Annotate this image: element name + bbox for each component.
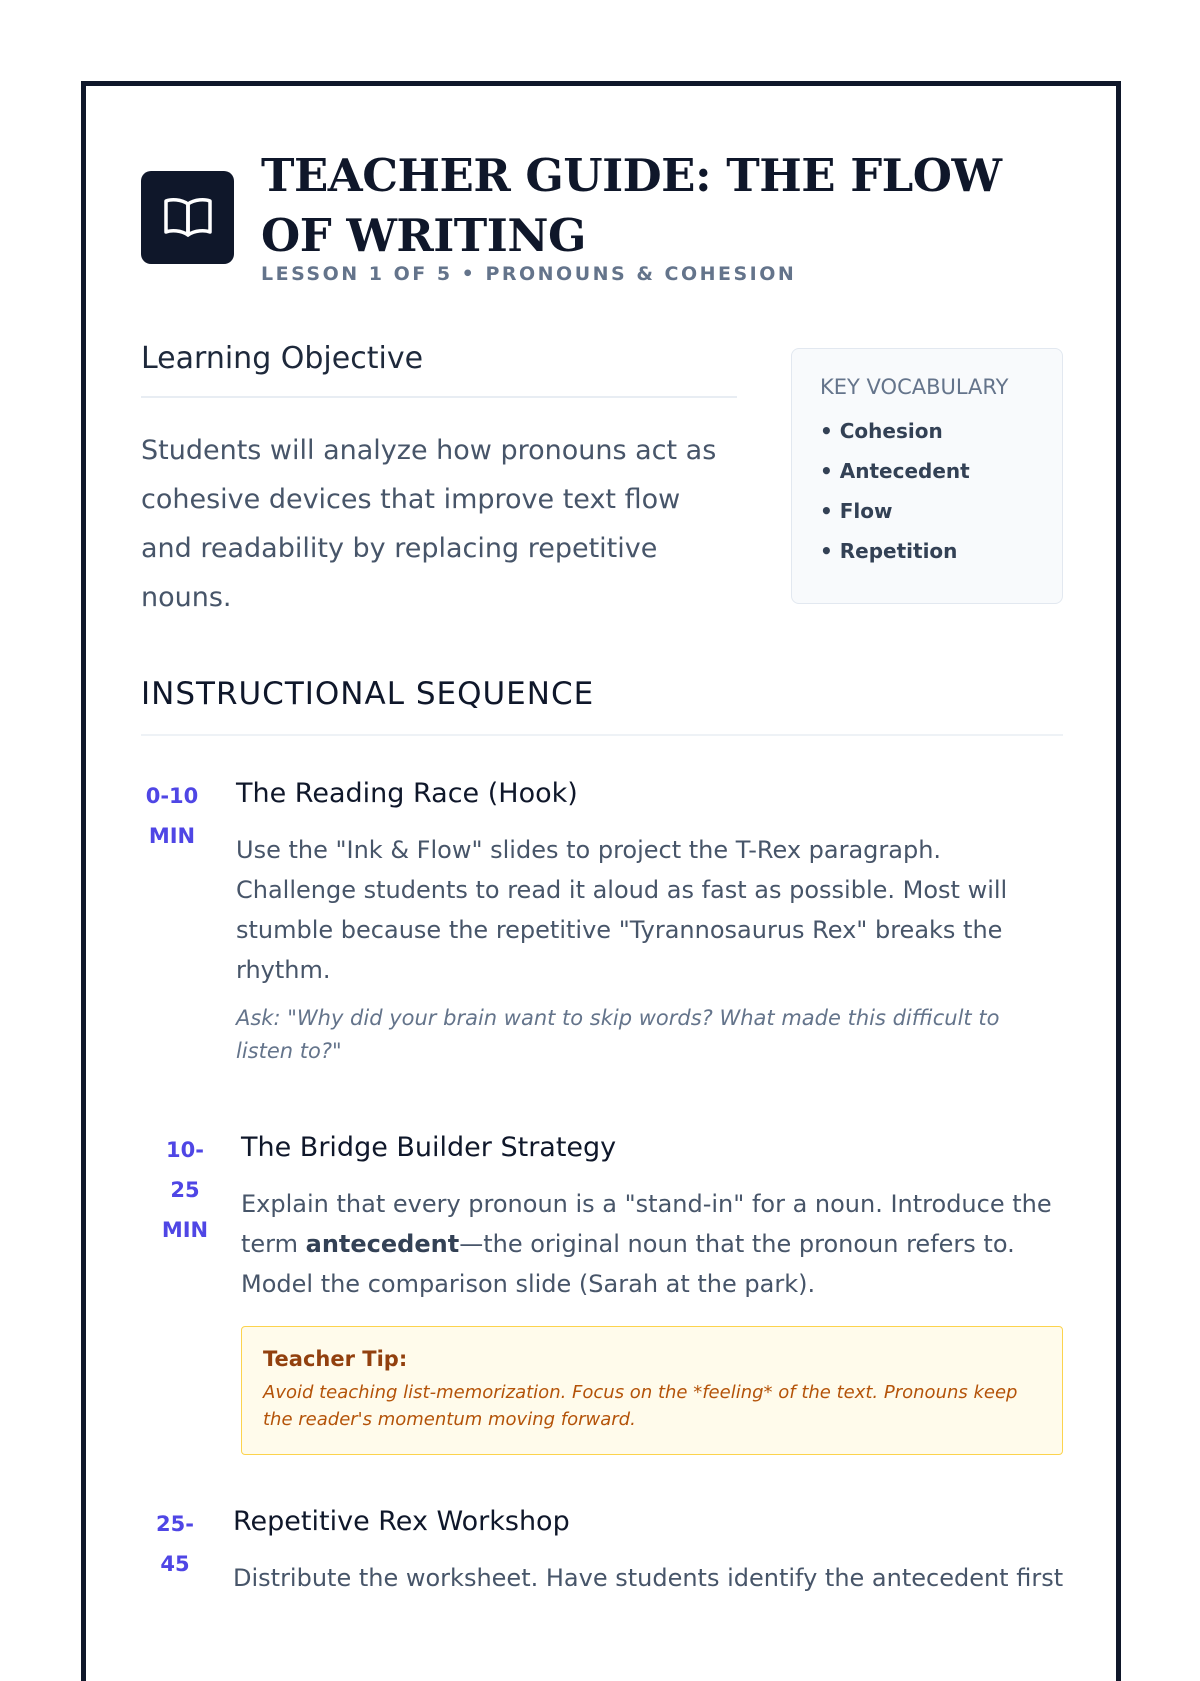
step-question: Ask: "Why did your brain want to skip words? What made this difficult to listen to?": [236, 1006, 1000, 1063]
tip-text: Avoid teaching list-memorization. Focus on the *feeling* of the text. Pronouns keep the reader's momentum moving forward.: [263, 1382, 1018, 1430]
teacher-tip-box: [241, 1326, 1063, 1455]
step-body: [241, 1130, 1063, 1455]
step-time: 0-10 MIN: [145, 784, 199, 848]
page-title: TEACHER GUIDE: THE FLOW OF WRITING: [261, 149, 1002, 262]
vocabulary-item: • Flow: [820, 491, 1034, 531]
vocabulary-list: [820, 411, 1034, 571]
open-book-icon: [141, 171, 234, 264]
term-antecedent: antecedent: [305, 1230, 460, 1258]
objective-text: Students will analyze how pronouns act as cohesive devices that improve text flow and readability by replacing repetitive nouns.: [141, 435, 717, 613]
objective-heading: Learning Objective: [141, 341, 737, 398]
step-time: 10- 25 MIN: [161, 1138, 209, 1242]
step-body: [236, 776, 1016, 1068]
vocabulary-item: • Cohesion: [820, 411, 1034, 451]
vocabulary-item: • Antecedent: [820, 451, 1034, 491]
step-title: The Reading Race (Hook): [236, 778, 578, 809]
step-description: Distribute the worksheet. Have students identify the antecedent first: [233, 1564, 1064, 1592]
step-time: 25- 45: [156, 1512, 194, 1576]
step-description: Explain that every pronoun is a "stand-in" for a noun. Introduce the term antecedent—the original noun that the pronoun refers to. Model the comparison slide (Sarah at the park).: [241, 1190, 1052, 1298]
lesson-subtitle: LESSON 1 OF 5 • PRONOUNS & COHESION: [261, 263, 797, 285]
step-title: Repetitive Rex Workshop: [233, 1506, 570, 1537]
key-vocabulary-box: [791, 348, 1063, 604]
step-body: [233, 1504, 1063, 1598]
vocabulary-item: • Repetition: [820, 531, 1034, 571]
vocabulary-title: KEY VOCABULARY: [820, 375, 1009, 399]
learning-objective: [141, 341, 737, 622]
tip-title: Teacher Tip:: [263, 1347, 408, 1371]
step-description: Use the "Ink & Flow" slides to project the T-Rex paragraph. Challenge students to read it aloud as fast as possible. Most will stumble because the repetitive "Tyrannosaurus Rex" breaks the rhythm.: [236, 836, 1008, 984]
sequence-heading: INSTRUCTIONAL SEQUENCE: [141, 676, 1063, 736]
step-title: The Bridge Builder Strategy: [241, 1132, 617, 1163]
guide-page: [81, 81, 1121, 1681]
